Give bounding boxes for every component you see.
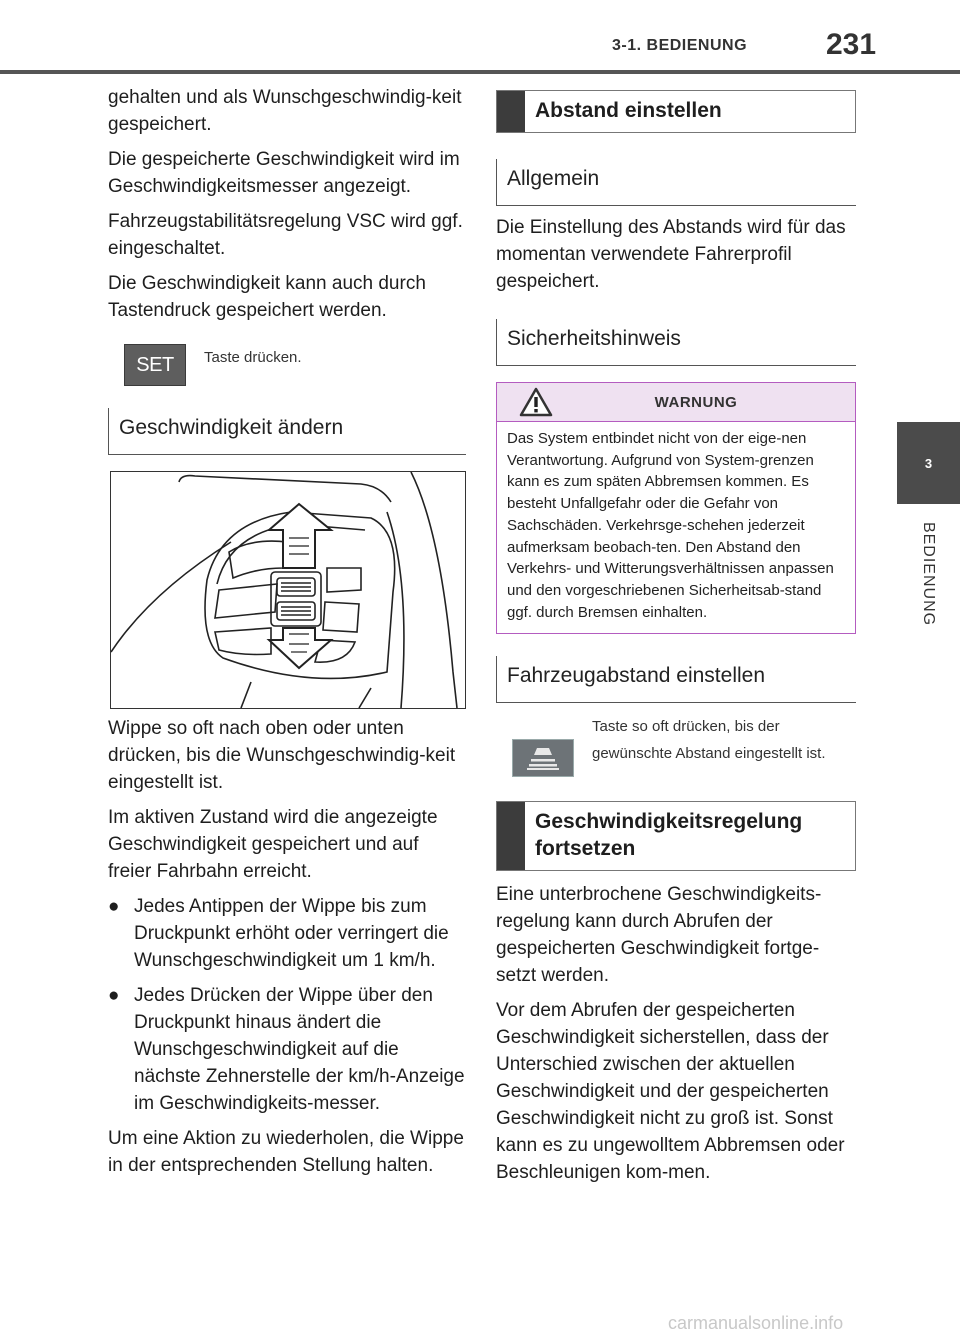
subheading-text: Geschwindigkeit ändern [119, 416, 344, 439]
heading-bar [497, 91, 525, 132]
list-item [108, 893, 466, 974]
paragraph: Im aktiven Zustand wird die angezeigte Geschwindigkeit gespeichert und auf freier Fahrbahn erreicht. [108, 807, 438, 882]
header-rule [0, 70, 960, 74]
steering-wheel-illustration [110, 471, 466, 709]
paragraph: Die Einstellung des Abstands wird für das momentan verwendete Fahrerprofil gespeichert. [496, 217, 846, 292]
heading-distance [496, 90, 856, 133]
paragraph: Wippe so oft nach oben oder unten drücken, bis die Wunschgeschwindig-keit eingestellt ist. [108, 718, 456, 793]
left-column [108, 84, 466, 1187]
subheading-text: Sicherheitshinweis [507, 327, 681, 350]
subheading-vehicle-distance [496, 656, 856, 703]
set-button-label: SET [136, 353, 174, 376]
bullet-icon: ● [108, 985, 120, 1006]
heading-resume [496, 801, 856, 871]
distance-button-icon [512, 739, 574, 777]
warning-box [496, 382, 856, 634]
set-button-icon [124, 344, 186, 386]
right-column [496, 84, 856, 1194]
watermark: carmanualsonline.info [668, 1313, 844, 1333]
distance-button-caption: Taste so oft drücken, bis der gewünschte Abstand eingestellt ist. [592, 718, 826, 763]
paragraph: gehalten und als Wunschgeschwindig-keit gespeichert. [108, 87, 462, 135]
paragraph: Eine unterbrochene Geschwindigkeits-regelung kann durch Abrufen der gespeicherten Geschwindigkeit fortge-setzt werden. [496, 884, 822, 987]
warning-text: Das System entbindet nicht von der eige-nen Verantwortung. Aufgrund von System-grenzen kann es zum späten Abbremsen kommen. Es besteht Unfallgefahr oder die Gefahr von Sachschäden. Verkehrsge-schehen jederzeit aufmerksam beobach-ten. Den Abstand den Verkehrs- und Witterungsverhältnissen anpassen und den vorgeschriebenen Sicherheitsab-stand ggf. durch Bremsen einhalten. [507, 430, 834, 621]
bullet-icon: ● [108, 896, 120, 917]
steering-wheel-rocker-icon [111, 472, 465, 708]
subheading-text: Fahrzeugabstand einstellen [507, 664, 766, 688]
bullet-text: Jedes Drücken der Wippe über den Druckpunkt hinaus ändert die Wunschgeschwindigkeit auf die nächste Zehnerstelle der km/h-Anzeige im Geschwindigkeits-messer. [134, 985, 465, 1114]
page-header [0, 0, 960, 80]
heading-text: Abstand einstellen [535, 99, 722, 122]
section-title: 3-1. BEDIENUNG [612, 37, 748, 54]
warning-header [497, 383, 855, 422]
heading-bar [497, 802, 525, 870]
warning-triangle-icon [519, 387, 553, 417]
list-item [108, 982, 466, 1117]
chapter-tab [897, 422, 960, 504]
paragraph: Um eine Aktion zu wiederholen, die Wippe in der entsprechenden Stellung halten. [108, 1128, 464, 1176]
subheading-change-speed [108, 408, 466, 455]
distance-button-row [496, 713, 856, 777]
set-button-row [108, 344, 466, 386]
subheading-general [496, 159, 856, 206]
page-number: 231 [826, 28, 877, 61]
heading-text: Geschwindigkeitsregelung fortsetzen [535, 810, 803, 861]
distance-car-icon [525, 746, 561, 770]
paragraph: Fahrzeugstabilitätsregelung VSC wird ggf. eingeschaltet. [108, 211, 463, 259]
bullet-text: Jedes Antippen der Wippe bis zum Druckpunkt erhöht oder verringert die Wunschgeschwindigkeit um 1 km/h. [134, 896, 449, 971]
chapter-label: BEDIENUNG [920, 521, 937, 627]
warning-title: WARNUNG [654, 393, 738, 411]
chapter-number: 3 [924, 455, 933, 471]
paragraph: Die Geschwindigkeit kann auch durch Tastendruck gespeichert werden. [108, 273, 426, 321]
set-button-caption: Taste drücken. [204, 349, 302, 366]
paragraph: Die gespeicherte Geschwindigkeit wird im Geschwindigkeitsmesser angezeigt. [108, 149, 460, 197]
subheading-text: Allgemein [507, 167, 600, 190]
subheading-safety [496, 319, 856, 366]
paragraph: Vor dem Abrufen der gespeicherten Geschwindigkeit sicherstellen, dass der Unterschied zwischen der aktuellen Geschwindigkeit und der gespeicherten Geschwindigkeit nicht zu groß ist. Sonst kann es zu ungewolltem Abbremsen oder Beschleunigen kom-men. [496, 1000, 845, 1184]
